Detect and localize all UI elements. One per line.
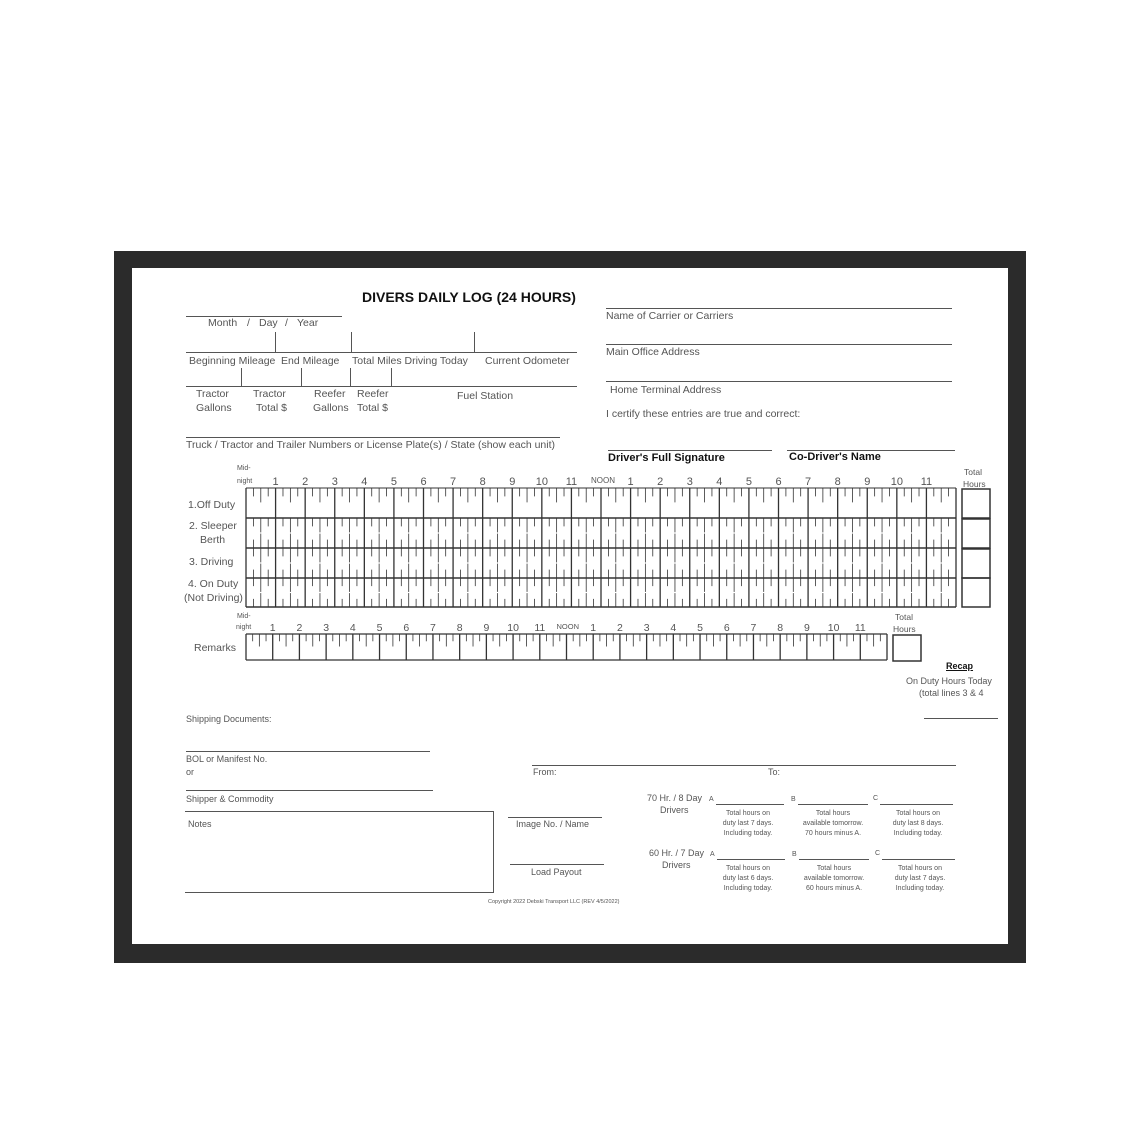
hour-label: 5 bbox=[376, 622, 383, 634]
hour-label: 7 bbox=[750, 622, 757, 634]
copyright: Copyright 2022 Debski Transport LLC (REV 4/5/2022) bbox=[488, 899, 620, 905]
hour-label: 11 bbox=[920, 476, 933, 488]
notes-box[interactable] bbox=[185, 811, 494, 893]
hour-label: 8 bbox=[777, 622, 784, 634]
midnight-label: Mid- bbox=[237, 613, 251, 620]
midnight-label: night bbox=[237, 478, 253, 485]
hour-label: 10 bbox=[535, 476, 548, 488]
hour-label: 3 bbox=[323, 622, 330, 634]
hour-label: 4 bbox=[670, 622, 677, 634]
rule-70-label: 70 Hr. / 8 Day bbox=[647, 793, 703, 803]
hour-label: 1 bbox=[627, 476, 634, 488]
c60-note: Total hours on duty last 7 days. Including today. bbox=[894, 865, 946, 892]
hour-label: 6 bbox=[403, 622, 410, 634]
rule-60-label: 60 Hr. / 7 Day bbox=[649, 848, 705, 858]
hour-label: 8 bbox=[479, 476, 486, 488]
hour-label: 1 bbox=[269, 622, 276, 634]
hour-label: 1 bbox=[272, 476, 279, 488]
or-label: or bbox=[186, 767, 195, 777]
noon-label: NOON bbox=[556, 622, 579, 631]
col-b-letter: B bbox=[791, 796, 796, 803]
a60-note: Total hours on duty last 6 days. Including today. bbox=[722, 865, 774, 892]
image-label: Image No. / Name bbox=[516, 819, 590, 829]
on-duty-label: 4. On Duty bbox=[188, 578, 239, 590]
a60-line[interactable] bbox=[717, 859, 785, 860]
total-hours-box[interactable] bbox=[962, 578, 990, 607]
hour-label: 7 bbox=[430, 622, 436, 634]
hour-label: 8 bbox=[456, 622, 463, 634]
date-sep: / bbox=[247, 317, 250, 329]
hour-label: 10 bbox=[507, 622, 519, 634]
hour-label: 5 bbox=[390, 476, 397, 488]
to-label: To: bbox=[768, 767, 781, 777]
total-hours-label: Total bbox=[964, 467, 982, 477]
driver-signature-label: Driver's Full Signature bbox=[608, 452, 725, 464]
recap-text: (total lines 3 & 4 bbox=[919, 688, 984, 698]
remarks-label: Remarks bbox=[194, 642, 237, 654]
hour-label: 10 bbox=[890, 476, 903, 488]
hour-label: 2 bbox=[302, 476, 309, 488]
from-label: From: bbox=[533, 767, 557, 777]
hour-label: 6 bbox=[775, 476, 782, 488]
truck-numbers-label: Truck / Tractor and Trailer Numbers or License Plate(s) / State (show each unit) bbox=[186, 439, 556, 451]
c70-note: Total hours on duty last 8 days. Including today. bbox=[892, 810, 944, 837]
hour-label: 2 bbox=[616, 622, 623, 634]
fuel-station-label: Fuel Station bbox=[457, 390, 514, 402]
hour-label: 7 bbox=[805, 476, 812, 488]
beginning-mileage-label: Beginning Mileage bbox=[189, 355, 276, 367]
total-hours-label: Hours bbox=[893, 624, 916, 634]
hour-label: 11 bbox=[534, 622, 546, 634]
hour-label: 10 bbox=[827, 622, 840, 634]
hour-label: 9 bbox=[803, 622, 810, 634]
reefer-gallons-label: Reefer bbox=[314, 388, 346, 400]
reefer-total-label: Total $ bbox=[357, 402, 388, 414]
b70-note: Total hours available tomorrow. 70 hours minus A. bbox=[802, 810, 864, 837]
odometer-label: Current Odometer bbox=[485, 355, 570, 367]
year-label: Year bbox=[297, 317, 319, 329]
hour-label: 6 bbox=[723, 622, 730, 634]
recap-line[interactable] bbox=[924, 718, 998, 719]
total-hours-box[interactable] bbox=[962, 489, 990, 518]
midnight-label: night bbox=[236, 624, 252, 631]
hour-label: 2 bbox=[296, 622, 303, 634]
carrier-name-label: Name of Carrier or Carriers bbox=[606, 310, 734, 322]
payout-line[interactable] bbox=[510, 864, 604, 865]
total-hours-label: Total bbox=[895, 612, 913, 622]
hour-label: 3 bbox=[686, 476, 693, 488]
day-label: Day bbox=[259, 317, 278, 329]
col-c-letter: C bbox=[873, 795, 879, 802]
hour-label: 2 bbox=[657, 476, 664, 488]
rule-70-label: Drivers bbox=[660, 805, 689, 815]
hour-label: 11 bbox=[565, 476, 578, 488]
co-driver-label: Co-Driver's Name bbox=[789, 451, 881, 463]
on-duty-label: (Not Driving) bbox=[184, 592, 243, 604]
off-duty-label: 1.Off Duty bbox=[188, 499, 236, 511]
bol-line[interactable] bbox=[186, 751, 430, 752]
recap-heading: Recap bbox=[946, 661, 974, 671]
tractor-gallons-label: Gallons bbox=[196, 402, 232, 414]
c70-line[interactable] bbox=[880, 804, 953, 805]
col-a-letter: A bbox=[710, 851, 715, 858]
shipping-documents-label: Shipping Documents: bbox=[186, 714, 272, 724]
b60-note: Total hours available tomorrow. 60 hours minus A. bbox=[803, 865, 865, 892]
reefer-gallons-label: Gallons bbox=[313, 402, 349, 414]
hour-label: 8 bbox=[834, 476, 841, 488]
total-hours-label: Hours bbox=[963, 479, 986, 489]
a70-note: Total hours on duty last 7 days. Including today. bbox=[722, 810, 774, 837]
hour-label: 11 bbox=[854, 622, 866, 634]
payout-label: Load Payout bbox=[531, 867, 582, 877]
end-mileage-label: End Mileage bbox=[281, 355, 340, 367]
certify-text: I certify these entries are true and correct: bbox=[606, 408, 801, 420]
date-sep: / bbox=[285, 317, 288, 329]
noon-label: NOON bbox=[591, 476, 615, 485]
main-office-label: Main Office Address bbox=[606, 346, 700, 358]
a70-line[interactable] bbox=[716, 804, 784, 805]
tractor-gallons-label: Tractor bbox=[196, 388, 229, 400]
sleeper-berth-label: 2. Sleeper bbox=[189, 520, 237, 532]
home-terminal-label: Home Terminal Address bbox=[610, 384, 722, 396]
hour-label: 1 bbox=[590, 622, 597, 634]
from-to-line[interactable] bbox=[532, 765, 956, 766]
notes-label: Notes bbox=[188, 819, 212, 829]
hour-label: 5 bbox=[745, 476, 752, 488]
hour-label: 7 bbox=[450, 476, 457, 488]
hour-label: 9 bbox=[509, 476, 516, 488]
hour-label: 4 bbox=[349, 622, 356, 634]
shipper-label: Shipper & Commodity bbox=[186, 794, 274, 804]
tractor-total-label: Total $ bbox=[256, 402, 287, 414]
hour-label: 4 bbox=[361, 476, 368, 488]
bol-label: BOL or Manifest No. bbox=[186, 754, 268, 764]
col-b-letter: B bbox=[792, 851, 797, 858]
col-c-letter: C bbox=[875, 850, 881, 857]
image-line[interactable] bbox=[508, 817, 602, 818]
b60-line[interactable] bbox=[799, 859, 869, 860]
hour-label: 5 bbox=[697, 622, 703, 634]
total-miles-label: Total Miles Driving Today bbox=[352, 355, 468, 367]
total-hours-box[interactable] bbox=[962, 549, 990, 578]
sleeper-berth-label: Berth bbox=[200, 534, 226, 546]
shipper-line[interactable] bbox=[186, 790, 433, 791]
remarks-total-box[interactable] bbox=[893, 635, 921, 661]
recap-text: On Duty Hours Today bbox=[906, 676, 992, 686]
hour-label: 3 bbox=[331, 476, 338, 488]
reefer-total-label: Reefer bbox=[357, 388, 389, 400]
hour-label: 9 bbox=[864, 476, 871, 488]
total-hours-box[interactable] bbox=[962, 519, 990, 548]
b70-line[interactable] bbox=[798, 804, 868, 805]
midnight-label: Mid- bbox=[237, 465, 251, 472]
col-a-letter: A bbox=[709, 796, 714, 803]
month-label: Month bbox=[208, 317, 238, 329]
tractor-total-label: Tractor bbox=[253, 388, 286, 400]
page-title: DIVERS DAILY LOG (24 HOURS) bbox=[362, 289, 576, 305]
hour-label: 9 bbox=[483, 622, 490, 634]
hour-label: 3 bbox=[643, 622, 650, 634]
hour-label: 4 bbox=[716, 476, 723, 488]
rule-60-label: Drivers bbox=[662, 860, 691, 870]
driving-label: 3. Driving bbox=[189, 556, 234, 568]
hour-label: 6 bbox=[420, 476, 427, 488]
c60-line[interactable] bbox=[882, 859, 955, 860]
